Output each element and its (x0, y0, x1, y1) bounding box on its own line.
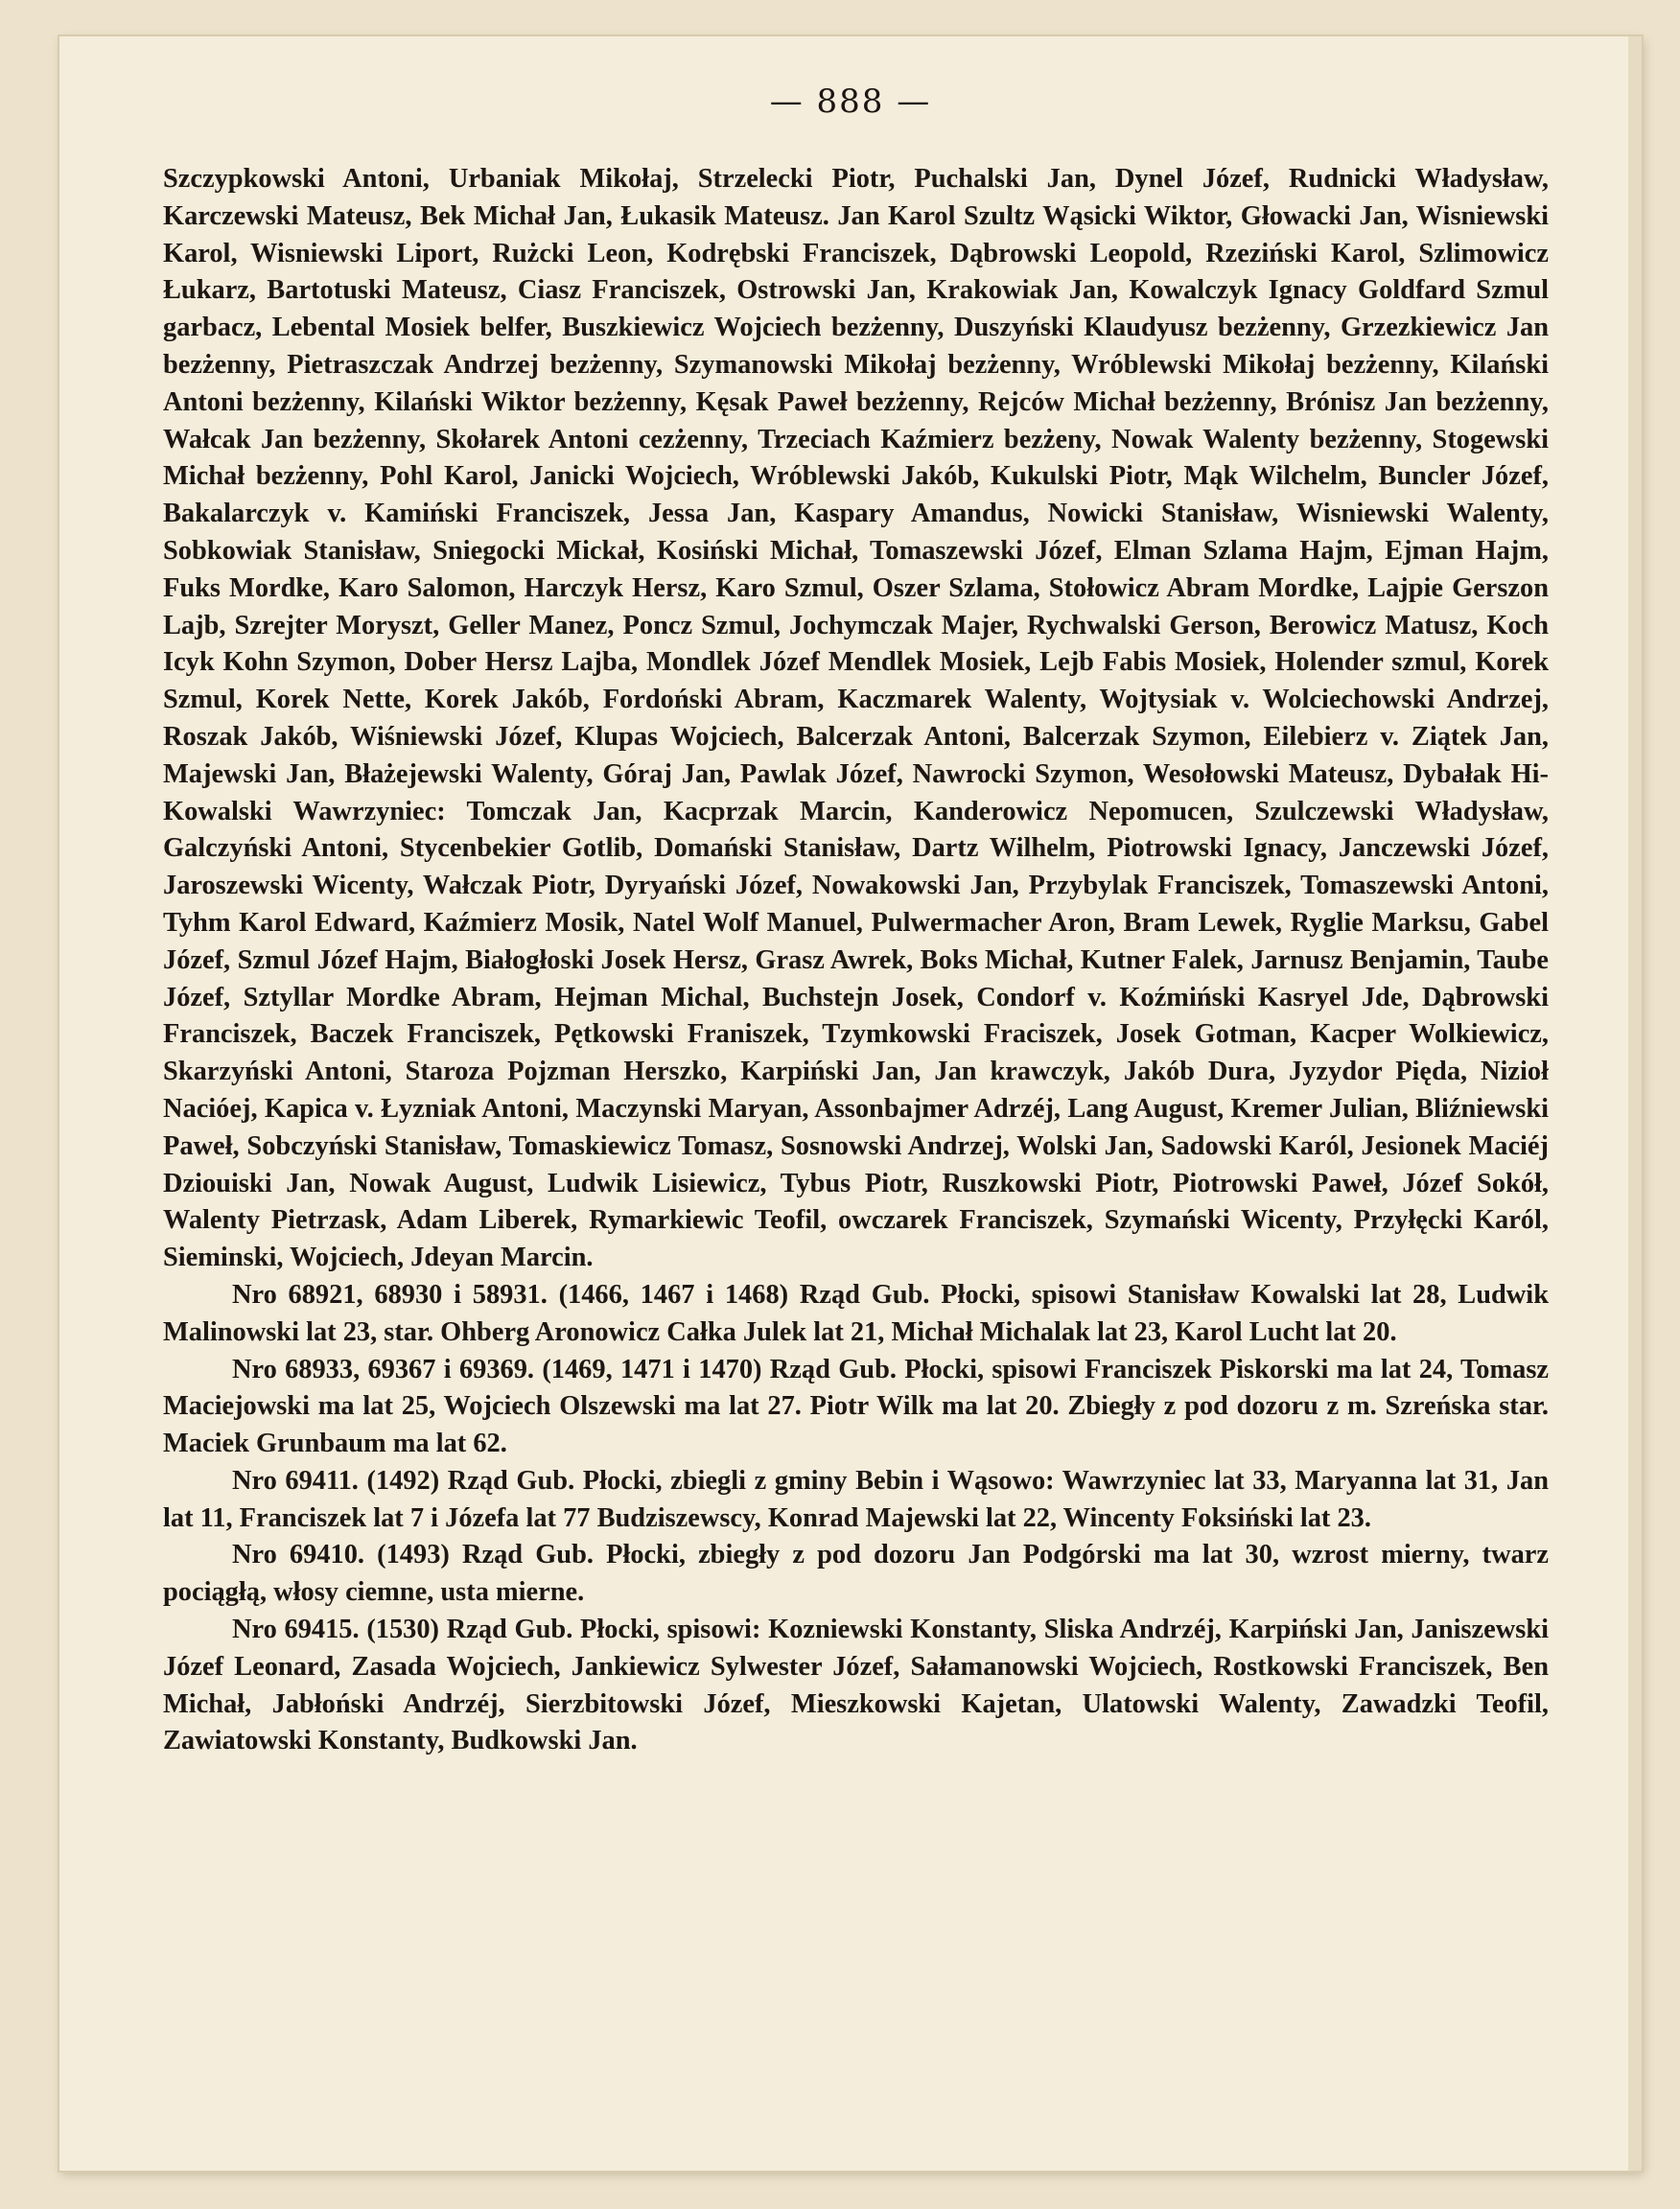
page-number: — 888 — (769, 82, 932, 121)
name-list-paragraph: Szczypkowski Antoni, Urbaniak Mikołaj, Strzelecki Piotr, Puchalski Jan, Dynel Józef, Rudnicki Władysław, Karczewski Mateusz, Bek Michał Jan, Łukasik Mateusz. Jan Karol Szultz Wąsicki Wiktor, Głowacki Jan, Wisniewski Karol, Wisniewski Liport, Rużcki Leon, Kodrębski Franciszek, Dąbrowski Leopold, Rzeziński Karol, Szlimowicz Łukarz, Bartotuski Mateusz, Ciasz Franciszek, Ostrowski Jan, Krakowiak Jan, Kowalczyk Ignacy Goldfard Szmul garbacz, Lebental Mosiek belfer, Buszkiewicz Wojciech bezżenny, Duszyński Klaudyusz bezżenny, Grzezkiewicz Jan bezżenny, Pietraszczak Andrzej bezżenny, Szymanowski Mikołaj bezżenny, Wróblewski Mikołaj bezżenny, Kilański Antoni bezżenny, Kilański Wiktor bezżenny, Kęsak Paweł bezżenny, Rejców Michał bezżenny, Brónisz Jan bezżenny, Wałcak Jan bezżenny, Skołarek Antoni cezżenny, Trzeciach Kaźmierz bezżeny, Nowak Walenty bezżenny, Stogewski Michał bezżenny, Pohl Karol, Janicki Wojciech, Wróblewski Jakób, Kukulski Piotr, Mąk Wilchelm, Buncler Józef, Bakalarczyk v. Kamiński Franciszek, Jessa Jan, Kaspary Amandus, Nowicki Stanisław, Wisniewski Walenty, Sobkowiak Stanisław, Sniegocki Mickał, Kosiński Michał, Tomaszewski Józef, Elman Szlama Hajm, Ejman Hajm, Fuks Mordke, Karo Salomon, Harczyk Hersz, Karo Szmul, Oszer Szlama, Stołowicz Abram Mordke, Lajpie Gerszon Lajb, Szrejter Moryszt, Geller Manez, Poncz Szmul, Jochymczak Majer, Rychwalski Gerson, Berowicz Matusz, Koch Icyk Kohn Szymon, Dober Hersz Lajba, Mondlek Józef Mendlek Mosiek, Lejb Fabis Mosiek, Holender szmul, Korek Szmul, Korek Nette, Korek Jakób, Fordoński Abram, Kaczmarek Walenty, Wojtysiak v. Wolciechowski Andrzej, Roszak Jakób, Wiśniewski Józef, Klupas Wojciech, Balcerzak Antoni, Balcerzak Szymon, Eilebierz v. Ziątek Jan, Majewski Jan, Błażejewski Walenty, Góraj Jan, Pawlak Józef, Nawrocki Szymon, Wesołowski Mateusz, Dybałak Hi-Kowalski Wawrzyniec: Tomczak Jan, Kacprzak Marcin, Kanderowicz Nepomucen, Szulczewski Władysław, Galczyński Antoni, Stycenbekier Gotlib, Domański Stanisław, Dartz Wilhelm, Piotrowski Ignacy, Janczewski Józef, Jaroszewski Wicenty, Wałczak Piotr, Dyryański Józef, Nowakowski Jan, Przybylak Franciszek, Tomaszewski Antoni, Tyhm Karol Edward, Kaźmierz Mosik, Natel Wolf Manuel, Pulwermacher Aron, Bram Lewek, Ryglie Marksu, Gabel Józef, Szmul Józef Hajm, Białogłoski Josek Hersz, Grasz Awrek, Boks Michał, Kutner Falek, Jarnusz Benjamin, Taube Józef, Sztyllar Mordke Abram, Hejman Michal, Buchstejn Josek, Condorf v. Koźmiński Kasryel Jde, Dąbrowski Franciszek, Baczek Franciszek, Pętkowski Franiszek, Tzymkowski Fraciszek, Josek Gotman, Kacper Wolkiewicz, Skarzyński Antoni, Staroza Pojzman Herszko, Karpiński Jan, Jan krawczyk, Jakób Dura, Jyzydor Pięda, Nizioł Nacióej, Kapica v. Łyzniak Antoni, Maczynski Maryan, Assonbajmer Adrzéj, Lang August, Kremer Julian, Bliźniewski Paweł, Sobczyński Stanisław, Tomaskiewicz Tomasz, Sosnowski Andrzej, Wolski Jan, Sadowski Karól, Jesionek Maciéj Dziouiski Jan, Nowak August, Ludwik Lisiewicz, Tybus Piotr, Ruszkowski Piotr, Piotrowski Paweł, Józef Sokół, Walenty Pietrzask, Adam Liberek, Rymarkiewic Teofil, owczarek Franciszek, Szymański Wicenty, Przyłęcki Karól, Sieminski, Wojciech, Jdeyan Marcin. (163, 164, 1549, 1273)
document-page (59, 36, 1642, 2171)
entry-paragraph: Nro 69410. (1493) Rząd Gub. Płocki, zbiegły z pod dozoru Jan Podgórski ma lat 30, wzrost mierny, twarz pociągłą, włosy ciemne, usta mierne. (163, 1540, 1549, 1608)
entry-paragraph: Nro 69415. (1530) Rząd Gub. Płocki, spisowi: Kozniewski Konstanty, Sliska Andrzéj, Karpiński Jan, Janiszewski Józef Leonard, Zasada Wojciech, Jankiewicz Sylwester Józef, Sałamanowski Wojciech, Rostkowski Franciszek, Ben Michał, Jabłoński Andrzéj, Sierzbitowski Józef, Mieszkowski Kajetan, Ulatowski Walenty, Zawadzki Teofil, Zawiatowski Konstanty, Budkowski Jan. (163, 1615, 1549, 1756)
page-edge (1628, 36, 1642, 2171)
entry-paragraph: Nro 68921, 68930 i 58931. (1466, 1467 i 1468) Rząd Gub. Płocki, spisowi Stanisław Kowalski lat 28, Ludwik Malinowski lat 23, star. Ohberg Aronowicz Całka Julek lat 21, Michał Michalak lat 23, Karol Lucht lat 20. (163, 1279, 1549, 1347)
entry-paragraph: Nro 68933, 69367 i 69369. (1469, 1471 i 1470) Rząd Gub. Płocki, spisowi Franciszek Piskorski ma lat 24, Tomasz Maciejowski ma lat 25, Wojciech Olszewski ma lat 27. Piotr Wilk ma lat 20. Zbiegły z pod dozoru z m. Szreńska star. Maciek Grunbaum ma lat 62. (163, 1354, 1549, 1459)
page-body (163, 161, 1549, 1760)
entry-paragraph: Nro 69411. (1492) Rząd Gub. Płocki, zbiegli z gminy Bebin i Wąsowo: Wawrzyniec lat 33, Maryanna lat 31, Jan lat 11, Franciszek lat 7 i Józefa lat 77 Budziszewscy, Konrad Majewski lat 22, Wincenty Foksiński lat 23. (163, 1465, 1549, 1533)
